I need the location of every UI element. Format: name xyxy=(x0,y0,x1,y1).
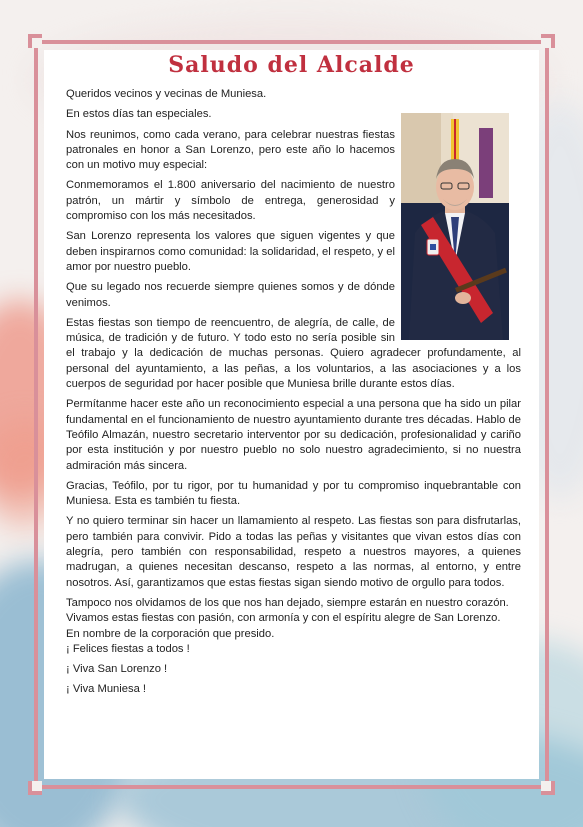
paragraph: Tampoco nos olvidamos de los que nos han dejado, siempre estarán en nuestro corazón. xyxy=(66,596,509,609)
paragraph: Vivamos estas fiestas con pasión, con armonía y con el espíritu alegre de San Lorenzo. xyxy=(66,612,501,625)
closing-line: ¡ Felices fiestas a todos ! xyxy=(66,642,190,655)
photo-wrap-spacer xyxy=(395,316,521,340)
paragraph: Y no quiero terminar sin hacer un llamamiento al respeto. Las fiestas son para disfrutarlas, pero también para convivir. Pido a todas las peñas y visitantes que vivan estos días con alegría, pero también con responsabilidad, respeto a nuestros mayores, a quienes madrugan, a quienes necesitan descanso, respeto a las normas, al entorno, y entre nosotros. Así, garantizamos que estas fiestas sigan siendo motivo de orgullo para todos. xyxy=(66,515,521,589)
paragraph: San Lorenzo representa los valores que siguen vigentes y que deben inspirarnos como comunidad: la solidaridad, el respeto, y el amor por nuestro pueblo. xyxy=(66,230,395,273)
frame-corner xyxy=(28,781,42,795)
frame-corner xyxy=(541,781,555,795)
paragraph: Conmemoramos el 1.800 aniversario del nacimiento de nuestro patrón, un mártir y símbolo de entrega, generosidad y compromiso con los más necesitados. xyxy=(66,179,395,223)
paragraph: Permítanme hacer este año un reconocimiento especial a una persona que ha sido un pilar fundamental en el funcionamiento de nuestro ayuntamiento durante tres décadas. Hablo de Teófilo Almazán, nuestro secretario interventor por su dedicación, profesionalidad y cariño por esta institución y por nuestro pueblo no solo nuestro agradecimiento, si no nuestra admiración más sincera. xyxy=(66,398,521,472)
paragraph: Gracias, Teófilo, por tu rigor, por tu humanidad y por tu compromiso inquebrantable con Muniesa. Esta es también tu fiesta. xyxy=(66,479,521,508)
paragraph: Nos reunimos, como cada verano, para celebrar nuestras fiestas patronales en honor a San Lorenzo, pero este año lo hacemos con un motivo muy especial: xyxy=(66,128,395,172)
paragraph: En estos días tan especiales. xyxy=(66,108,212,121)
paragraph: En nombre de la corporación que presido. xyxy=(66,627,275,640)
letter-body xyxy=(66,87,521,703)
closing-line: ¡ Viva Muniesa ! xyxy=(66,683,147,696)
page-title: Saludo del Alcalde xyxy=(168,52,415,78)
frame-corner xyxy=(541,34,555,48)
paragraph: Que su legado nos recuerde siempre quienes somos y de dónde venimos. xyxy=(66,281,395,309)
paragraph: Queridos vecinos y vecinas de Muniesa. xyxy=(66,88,267,100)
frame-corner xyxy=(28,34,42,48)
closing-line: ¡ Viva San Lorenzo ! xyxy=(66,663,168,676)
paragraph: Estas fiestas son tiempo de reencuentro, de alegría, de calle, de música, de tradición y de futuro. Y todo esto no sería posible sin el trabajo y la dedicación de muchas personas. Quiero agradecer profundamente, al personal del ayuntamiento, a las peñas, a los voluntarios, a las asociaciones y a los cuerpos de seguridad por hacer posible que Muniesa brille durante estos días. xyxy=(66,316,521,391)
